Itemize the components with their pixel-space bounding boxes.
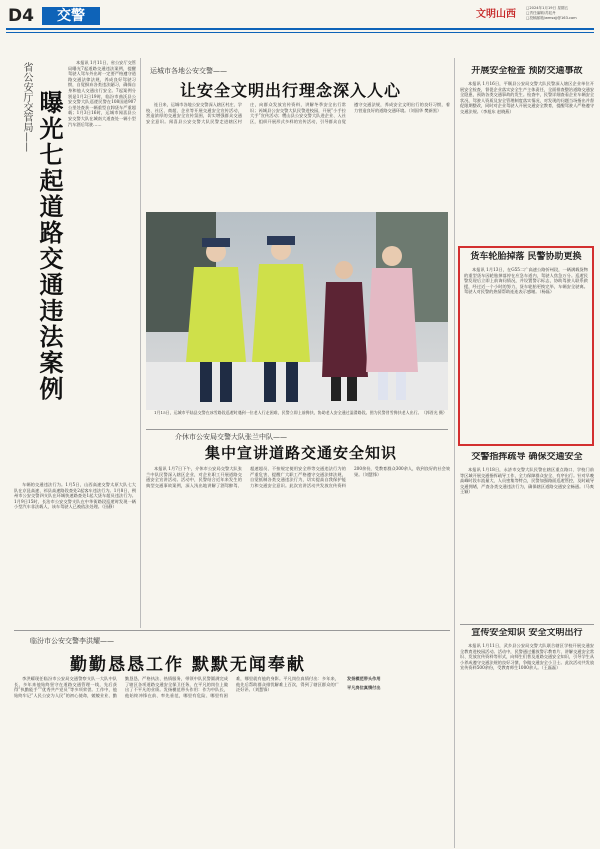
- right-story-2-headline: 货车轮胎掉落 民警协助更换: [470, 252, 582, 262]
- lead-paragraph-2: 车辆的交通违法行为。1月5日，山西高速交警太原大队七大队在京昆高速、祁县高速路段查处2起客车违法行为。1月8日，朔州市公安交警四支队在环城快速路查处1起大货车超员违法行为。1月9日15时，长治市公安交警支队在中华街路段巡逻时发现一辆小型汽车非法载人，该车驾驶人已被依法处理。（田静）: [14, 482, 136, 510]
- story1-paragraph: 连日来，运城市各地公安交警深入辖区村庄、学校、社区、商超、企业等开展交通安全宣传活动，营造浓厚的交通安全宣传氛围，切实增强群众交通安全意识。闻喜县公安交警大队民警走进辖区村庄，向群众发放宣传资料，讲解冬季安全出行常识；芮城县公安交警大队民警进校园，开展“小手拉大手”宣传活动；稷山县公安交警大队进企业、入社区，组织开展形式多样的宣传活动，引导群众自觉遵守交通法规，养成安全文明出行的良好习惯，着力营造良好的道路交通环境。（刘国华 樊新黑）: [146, 102, 450, 124]
- lead-body-continued: [14, 482, 136, 628]
- story1-headline: 让安全文明出行理念深入人心: [180, 81, 402, 100]
- masthead-logo: 文明山西: [476, 9, 516, 20]
- header-rule-thin: [6, 32, 594, 33]
- news-photo: [146, 212, 448, 410]
- story2-kicker: 介休市公安局交警大队张兰中队——: [175, 433, 287, 441]
- story3-subhead-1: 发扬模范带头作用: [347, 676, 381, 681]
- lead-paragraph: 本报讯 1月11日，省公安厅交管局曝光7起道路交通违法案例，提醒驾驶人驾车外出时一定要严格遵守道路交通法律法规，养成良好驾驶习惯，自觉摒弃各类违法陋习，确保自身和他人交通出行安全。7起案例分别是1月2日19时，临汾市曲沃县公安交警大队巡逻民警在108国道907公里处查获一辆重型自卸货车严重超载；1月3日16时，运城市闻喜县公安交警大队在城南大道查处一辆小型汽车酒后驾驶……: [68, 60, 136, 127]
- issue-editor: □责任编辑/苏虹丹: [526, 11, 556, 15]
- section-divider: [14, 630, 450, 631]
- lead-kicker: 省公安厅交管局——: [21, 62, 32, 152]
- story2-headline: 集中宣讲道路交通安全知识: [205, 444, 398, 462]
- section-divider: [460, 624, 594, 625]
- photo-caption: [146, 410, 448, 428]
- right-story-4: [460, 628, 594, 844]
- story1-body: [146, 102, 450, 212]
- section-badge: 交警: [42, 7, 100, 25]
- column-divider: [454, 58, 455, 848]
- story3-body: [14, 676, 450, 846]
- story3-paragraph: 李洪耀现任临汾市公安局交通警察支队一大队中队长，多年来他始终坚守在道路交通管理一线，先后获得“执勤能手”“优秀共产党员”等多项荣誉。工作中，他始终牢记“人民公安为人民”的初心使命，兢兢业业、勤勤恳恳，严格执法、热情服务，带领中队民警圆满完成了辖区各项道路交通安全保卫任务，在平凡的岗位上做出了不平凡的业绩。发扬模范带头作用：作为中队长，他始终冲锋在前、率先垂范，哪里有危险、哪里有困难，哪里就有他的身影。平凡岗位真情付出：多年来，他先后帮助群众排忧解难上百次，得到了辖区群众的广泛好评。（刘慧锋）: [14, 676, 339, 698]
- right-story-1: [460, 66, 594, 242]
- story1-kicker: 运城市各地公安交警——: [150, 67, 227, 75]
- page-number: D4: [8, 6, 34, 26]
- right-story-3-body: 本报讯 1月18日，永济市交警大队民警在辖区重点路口、学校门前等区域开展交通指挥疏导工作，全力保障群众安全、有序出行。针对早晚高峰时段车流量大、人员密集等特点，民警加强路面巡逻管控，及时疏导交通拥堵，严查各类交通违法行为，确保辖区道路交通安全畅通。（马爽 王颖）: [460, 467, 594, 495]
- story2-paragraph: 本报讯 1月7日下午，介休市公安局交警大队张兰中队民警深入辖区企业，对企业职工开展道路交通安全宣讲活动。活动中，民警结合近年来发生的典型交通事故案例，深入浅出地讲解了酒驾醉驾、超速超员、不按规定使用安全带等交通违法行为的严重危害，提醒广大职工严格遵守交通法律法规，自觉抵制各类交通违法行为，切实提高自我保护能力和交通安全意识。此次宣讲活动共发放宣传资料200余份，受教育群众300余人，收到良好的社会效果。（刘慧锋）: [146, 466, 450, 488]
- lead-headline: 曝光七起道路交通违法案例: [35, 90, 64, 402]
- right-story-3-headline: 交警指挥疏导 确保交通安全: [471, 452, 583, 462]
- issue-meta: [526, 6, 594, 21]
- right-story-4-headline: 宣传安全知识 安全文明出行: [471, 628, 583, 638]
- right-story-2-body: 本报讯 1月13日，在G55二广高速公路忻州段，一辆满载货物的重型货车因轮胎掉落停在应急车道内，驾驶人焦急万分。巡逻民警发现后立即上前询问情况，并设置警示标志，协助驾驶人联系救援，经过近一个小时的努力，货车轮胎更换完毕，车辆安全驶离。驾驶人对民警的热情帮助连连表示感谢。（杨磊）: [464, 267, 588, 295]
- right-story-1-body: 本报讯 1月16日，平顺县公安局交警大队民警深入辖区企业单位开展安全检查，督促企业落实安全生产主体责任，全面排查整治道路交通安全隐患，预防各类交通事故的发生。检查中，民警详细查看企业车辆安全状况、驾驶人资质及安全管理制度落实情况，对发现的问题当场指出并督促限期整改，同时对企业驾驶人开展交通安全教育，提醒驾驶人严格遵守交通法规。（李旭东 赵晓燕）: [460, 81, 594, 114]
- issue-date: □2024年1月19日 星期五: [526, 6, 569, 10]
- right-story-1-headline: 开展安全检查 预防交通事故: [471, 66, 583, 76]
- column-divider: [140, 58, 141, 628]
- story3-headline: 勤勤恳恳工作 默默无闻奉献: [70, 655, 306, 675]
- highlighted-story-box: [458, 246, 594, 446]
- story3-kicker: 临汾市公安交警李洪耀——: [30, 637, 114, 645]
- story2-body: [146, 466, 450, 616]
- lead-body: [68, 60, 136, 480]
- issue-email: □投稿邮箱/wmsxjj@163.com: [526, 16, 577, 20]
- page-header: [6, 4, 594, 34]
- story3-subhead-2: 平凡岗位真情付出: [347, 685, 381, 690]
- caption-text: 1月15日，运城市平陆县交警在冰雪路段巡逻时遇到一位老人行走困难，民警立即上前搀扶，协助老人安全通过湿滑路段。图为民警冒雪搀扶老人出行。（郭晋光 摄）: [154, 410, 447, 415]
- right-story-3: [460, 452, 594, 622]
- header-rule: [6, 28, 594, 30]
- photo-illustration: [146, 212, 448, 410]
- right-story-4-body: 本报讯 1月11日，武乡县公安局交警大队联合辖区学校开展交通安全教育进校园活动。活动中，民警通过播放警示教育片、讲解交通安全常识、发放宣传资料等形式，向师生们普及道路交通安全知识，引导学生从小养成遵守交通法规的良好习惯，争做交通安全小卫士。此次活动共发放宣传资料500余份，受教育师生1000余人。（王磊磊）: [460, 643, 594, 671]
- section-divider: [146, 429, 448, 430]
